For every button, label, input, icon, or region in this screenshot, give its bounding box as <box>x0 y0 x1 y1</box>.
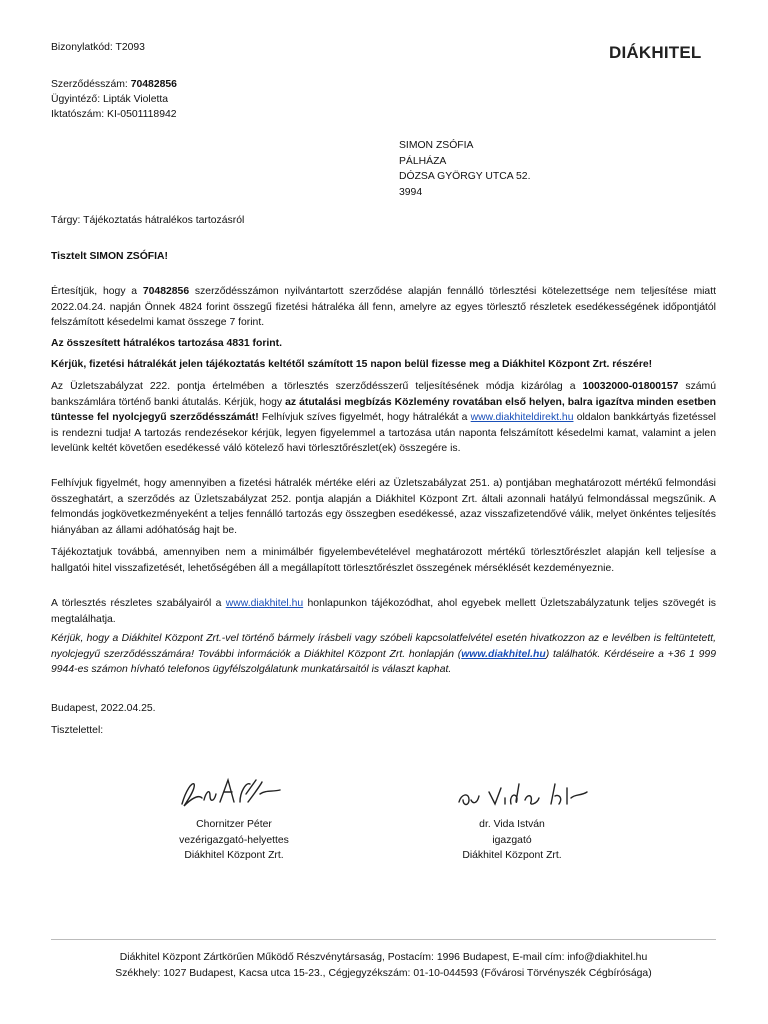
contract-number: 70482856 <box>130 79 177 90</box>
date-line: Budapest, 2022.04.25. <box>51 703 156 714</box>
logo-text: DIÁKHITEL <box>609 43 702 62</box>
subject-line: Tárgy: Tájékoztatás hátralékos tartozásról <box>51 215 245 226</box>
contract-label: Szerződésszám: <box>51 79 131 90</box>
footer-line-2: Székhely: 1027 Budapest, Kacsa utca 15-23., Cégjegyzékszám: 01-10-044593 (Fővárosi Törvényszék Cégbírósága) <box>115 968 652 979</box>
diakhiteldirekt-link[interactable]: www.diakhiteldirekt.hu <box>470 412 574 424</box>
company-logo <box>609 40 701 66</box>
signer-title: vezérigazgató-helyettes <box>179 834 289 846</box>
p7-text-b: honlapunkon tájékozódhat, ahol egyebek mellett Üzletszabályzatunk teljes szövegét is megtalálhatja. <box>51 598 716 625</box>
p1-text-b: szerződésszámon nyilvántartott szerződése alapján fennálló törlesztési kötelezettsége nem teljesítése miatt 2022.04.24. napján Önnek 4824 forint összegű fizetési hátraléka áll fenn, amelyre az egyes törlesztő részletek esedékességének időpontjától felszámított késedelmi kamat összege 7 forint. <box>51 286 716 329</box>
filing-number: Iktatószám: KI-0501118942 <box>51 109 177 120</box>
bank-account-number: 10032000-01800157 <box>582 381 679 392</box>
p8-text-b: ) találhatók. Kérdéseire a +36 1 999 9944-es számon hívható telefonos ügyfélszolgálatunk munkatársaitól is választ kaphat. <box>51 648 716 676</box>
paragraph-contact <box>51 631 716 678</box>
p4-bold-instruction: az átutalási megbízás Közlemény rovatában első helyen, balra igazítva minden esetben tüntesse fel nyolcjegyű szerződésszámát! <box>51 396 717 424</box>
diakhitel-link[interactable]: www.diakhitel.hu <box>225 598 304 609</box>
p4-text-a: Az Üzletszabályzat 222. pontja értelmében a törlesztés szerződésszerű teljesítésének módja kizárólag a <box>51 381 583 392</box>
signer-title: igazgató <box>492 834 532 846</box>
paragraph-rules <box>51 596 716 627</box>
paragraph-notice <box>51 284 716 331</box>
recipient-street: DÓZSA GYÖRGY UTCA 52. <box>399 171 531 183</box>
signer-org: Diákhitel Központ Zrt. <box>184 850 284 862</box>
p1-text-a: Értesítjük, hogy a <box>51 286 143 297</box>
signature-chornitzer-icon <box>176 770 286 814</box>
recipient-city: PÁLHÁZA <box>399 155 447 167</box>
paragraph-total-debt: Az összesített hátralékos tartozása 4831 forint. <box>51 338 282 349</box>
recipient-name: SIMON ZSÓFIA <box>399 140 474 151</box>
case-officer: Ügyintéző: Lipták Violetta <box>51 94 169 105</box>
signature-vida-icon <box>455 776 595 812</box>
recipient-zip: 3994 <box>399 186 423 198</box>
p4-text-c: Felhívjuk szíves figyelmét, hogy hátralékát a <box>258 412 471 424</box>
p4-text-b: számú bankszámlára történő banki átutalás. Kérjük, hogy <box>51 381 716 408</box>
p7-text-a: A törlesztés részletes szabályairól a <box>51 598 226 609</box>
paragraph-termination: Felhívjuk figyelmét, hogy amennyiben a fizetési hátralék mértéke eléri az Üzletszabályzat 251. a) pontjában meghatározott mértékű felmondási összeghatárt, a szerződés az Üzletszabályzat 252. pontja alapján a Diákhitel Központ Zrt. általi azonnali hatályú felmondással megszűnik. A felmondás jogkövetkezményeként a teljes fennálló tartozás egy összegben esedékessé, azaz visszafizetendővé válik, melyet önkéntes teljesítés hiányában az állami adóhatóság hajt be. <box>51 478 716 536</box>
signer-name: dr. Vida István <box>479 819 545 830</box>
p8-text-a: Kérjük, hogy a Diákhitel Központ Zrt.-vel történő bármely írásbeli vagy szóbeli kapcsolatfelvétel esetén hivatkozzon az e levélben is feltüntetett, nyolcjegyű szerződésszámára! További információk a Diákhitel Központ Zrt. honlapján ( <box>51 633 716 660</box>
signer-org: Diákhitel Központ Zrt. <box>462 850 562 862</box>
diakhitel-link-2[interactable]: www.diakhitel.hu <box>461 648 546 660</box>
contract-number-line <box>51 77 177 93</box>
recipient-block <box>399 138 530 200</box>
salutation: Tisztelt SIMON ZSÓFIA! <box>51 251 168 262</box>
signer-name: Chornitzer Péter <box>196 819 272 830</box>
paragraph-payment-request: Kérjük, fizetési hátralékát jelen tájékoztatás keltétől számított 15 napon belül fizesse meg a Diákhitel Központ Zrt. részére! <box>51 359 653 370</box>
paragraph-payment-method <box>51 379 716 457</box>
footer-line-1: Diákhitel Központ Zártkörűen Működő Részvénytársaság, Postacím: 1996 Budapest, E-mail cím: info@diakhitel.hu <box>119 952 648 963</box>
p4-text-d: oldalon bankkártyás fizetéssel is rendezni tudja! A tartozás rendezésekor kérjük, legyen figyelemmel a tartozása után naponta felszámított késedelmi kamat, valamint a jelen levelünk keltét követően esedékessé váló kötelező havi törlesztőrészlet(ek) összegére is. <box>51 412 716 455</box>
p1-contract-number: 70482856 <box>142 286 190 297</box>
paragraph-reduction: Tájékoztatjuk továbbá, amennyiben nem a minimálbér figyelembevételével meghatározott mértékű törlesztőrészlet alapján kell teljesíse a hallgatói hitel visszafizetését, lehetőségében áll a megállapított törlesztőrészlet összegének mérséklését kezdeményeznie. <box>51 547 716 574</box>
signature-block-2 <box>427 817 597 864</box>
signature-block-1 <box>149 817 319 864</box>
footer-divider <box>51 939 716 940</box>
document-code: Bizonylatkód: T2093 <box>51 42 145 53</box>
closing-line: Tisztelettel: <box>51 725 104 736</box>
